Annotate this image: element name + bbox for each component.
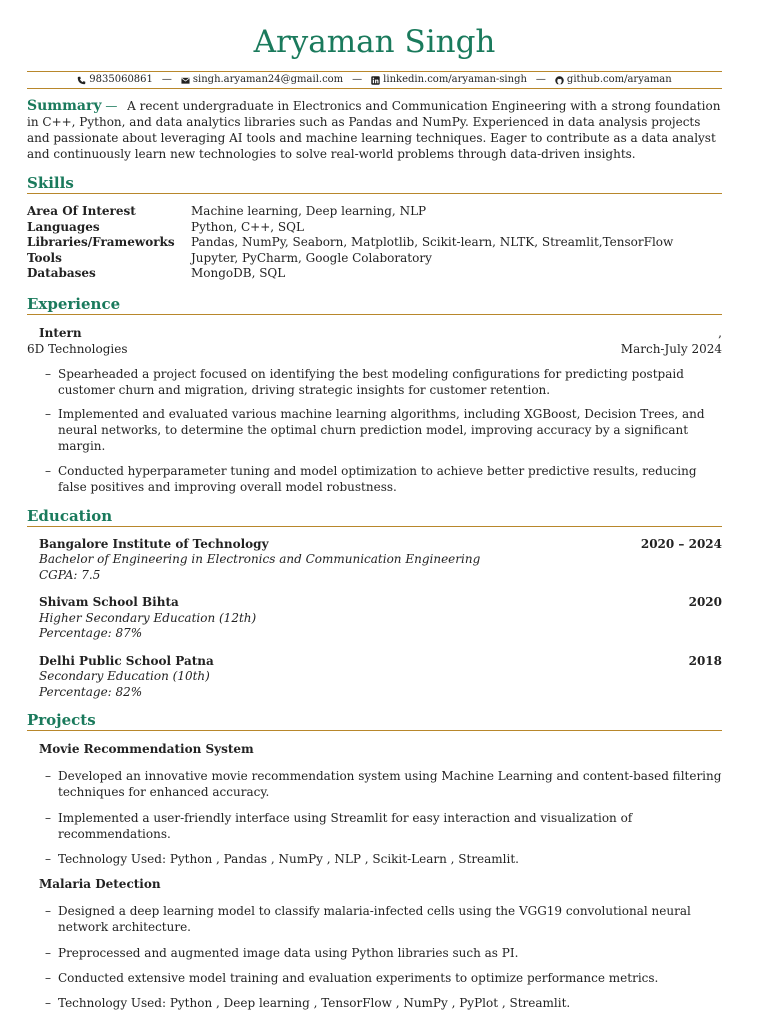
skill-value: Jupyter, PyCharm, Google Colaboratory	[191, 250, 432, 265]
skill-key: Area Of Interest	[27, 204, 136, 218]
summary-section	[27, 98, 722, 162]
list-item: – Implemented a user-friendly interface using Streamlit for easy interaction and visualization of recommendations.	[45, 810, 722, 842]
experience-location: ,	[718, 325, 722, 340]
candidate-name: Aryaman Singh	[253, 24, 496, 60]
resume-page	[27, 0, 722, 1011]
score-text: Percentage: 82%	[39, 684, 143, 699]
education-item	[27, 595, 722, 642]
experience-header	[27, 325, 722, 341]
skill-value: Pandas, NumPy, Seaborn, Matplotlib, Scikit-learn, NLTK, Streamlit,TensorFlow	[191, 235, 674, 249]
skill-key: Libraries/Frameworks	[27, 235, 175, 249]
school-name: Delhi Public School Patna	[39, 653, 214, 668]
education-item	[27, 537, 722, 584]
skill-key: Tools	[27, 250, 62, 265]
skill-value: MongoDB, SQL	[191, 266, 286, 280]
github-icon	[555, 76, 564, 85]
email-contact[interactable]	[181, 72, 343, 88]
list-item: – Technology Used: Python , Pandas , NumPy , NLP , Scikit-Learn , Streamlit.	[45, 851, 722, 867]
list-item: – Technology Used: Python , Deep learning , TensorFlow , NumPy , PyPlot , Streamlit.	[45, 995, 722, 1011]
skill-key: Databases	[27, 266, 96, 280]
education-item	[27, 654, 722, 701]
project-title: Movie Recommendation System	[39, 742, 254, 756]
education-heading: Education	[27, 506, 722, 527]
linkedin-icon	[371, 76, 380, 85]
summary-text: A recent undergraduate in Electronics and Communication Engineering with a strong foundation in C++, Python, and data analytics libraries such as Pandas and NumPy. Experienced in data analysis projects and passionate about leveraging AI tools and machine learning techniques. Eager to contribute as a data analyst and continuously learn new technologies to solve real-world problems through data-driven insights.	[27, 99, 721, 161]
skill-row	[27, 235, 722, 251]
school-name: Bangalore Institute of Technology	[39, 536, 269, 551]
phone-icon	[77, 76, 86, 85]
linkedin-url: linkedin.com/aryaman-singh	[383, 74, 527, 85]
degree-text: Bachelor of Engineering in Electronics and Communication Engineering	[39, 552, 481, 566]
email-address: singh.aryaman24@gmail.com	[192, 74, 344, 85]
linkedin-contact[interactable]	[371, 72, 527, 88]
github-url: github.com/aryaman	[566, 74, 672, 85]
school-name: Shivam School Bihta	[39, 595, 179, 609]
skill-value: Python, C++, SQL	[191, 219, 304, 234]
project-bullets	[27, 903, 722, 1011]
education-list	[27, 537, 722, 701]
school-years: 2020	[688, 595, 722, 609]
project-list	[27, 741, 722, 1011]
experience-entry	[27, 325, 722, 495]
list-item: – Preprocessed and augmented image data using Python libraries such as PI.	[45, 945, 722, 961]
skill-row	[27, 220, 722, 236]
list-item: – Conducted hyperparameter tuning and model optimization to achieve better predictive results, reducing false positives and improving overall model robustness.	[45, 463, 722, 495]
skill-key: Languages	[27, 219, 100, 234]
summary-dash: —	[105, 99, 118, 113]
list-item: – Developed an innovative movie recommendation system using Machine Learning and content-based filtering techniques for enhanced accuracy.	[45, 768, 722, 800]
phone-contact[interactable]	[77, 72, 153, 88]
phone-number: 9835060861	[89, 74, 153, 85]
envelope-icon	[181, 76, 190, 85]
list-item: – Conducted extensive model training and evaluation experiments to optimize performance metrics.	[45, 970, 722, 986]
summary-label: Summary	[27, 98, 102, 114]
projects-heading: Projects	[27, 710, 722, 731]
experience-bullets	[27, 366, 722, 495]
project-bullets	[27, 768, 722, 867]
degree-text: Higher Secondary Education (12th)	[39, 610, 257, 625]
experience-company: 6D Technologies	[27, 341, 128, 356]
list-item: – Designed a deep learning model to classify malaria-infected cells using the VGG19 convolutional neural network architecture.	[45, 903, 722, 935]
skills-list	[27, 204, 722, 282]
list-item: – Spearheaded a project focused on identifying the best modeling configurations for predicting postpaid customer churn and migration, driving strategic insights for customer retention.	[45, 366, 722, 398]
score-text: CGPA: 7.5	[39, 567, 101, 582]
project-title: Malaria Detection	[39, 877, 161, 891]
score-text: Percentage: 87%	[39, 626, 143, 640]
skill-row	[27, 204, 722, 220]
skills-heading: Skills	[27, 173, 722, 194]
school-years: 2020 – 2024	[640, 536, 722, 551]
contact-bar	[27, 71, 722, 89]
skill-value: Machine learning, Deep learning, NLP	[191, 204, 427, 218]
school-years: 2018	[688, 653, 722, 668]
experience-heading: Experience	[27, 294, 722, 315]
skill-row	[27, 266, 722, 282]
degree-text: Secondary Education (10th)	[39, 669, 210, 683]
contact-separator: —	[161, 74, 172, 85]
experience-subheader	[27, 341, 722, 357]
contact-separator: —	[352, 74, 363, 85]
experience-role: Intern	[39, 325, 82, 340]
list-item: – Implemented and evaluated various machine learning algorithms, including XGBoost, Decision Trees, and neural networks, to determine the optimal churn prediction model, improving accuracy by a significant margin.	[45, 406, 722, 454]
github-contact[interactable]	[555, 72, 672, 88]
contact-separator: —	[535, 74, 546, 85]
skill-row	[27, 251, 722, 267]
experience-dates: March-July 2024	[620, 341, 722, 356]
